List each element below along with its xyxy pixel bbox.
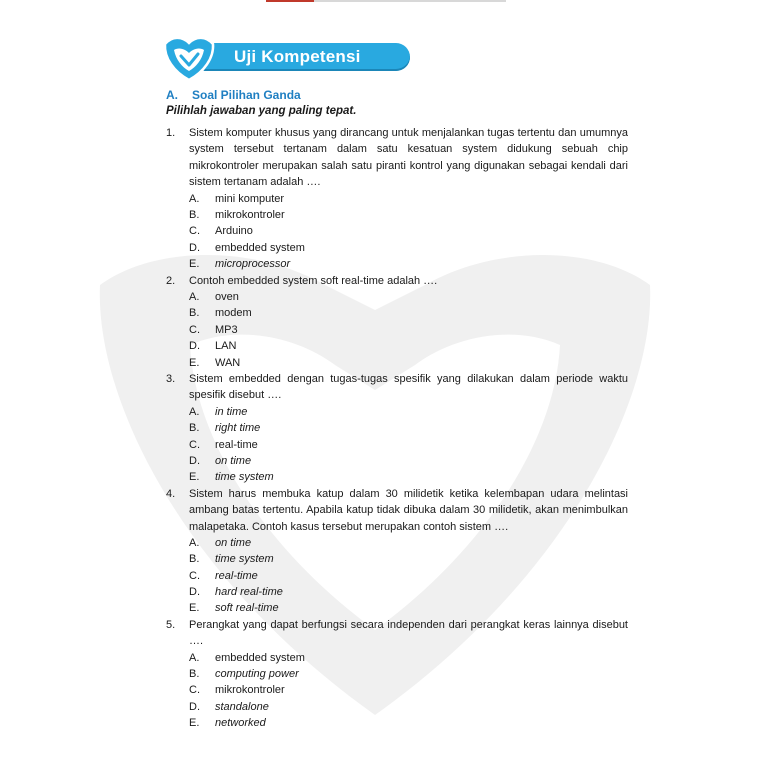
option-letter: D. xyxy=(189,340,200,353)
answer-option xyxy=(189,289,628,305)
option-text: mikrokontroler xyxy=(215,209,285,222)
question-text: Perangkat yang dapat berfungsi secara independen dari perangkat keras lainnya disebut …. xyxy=(189,618,628,648)
option-letter: B. xyxy=(189,209,200,222)
answer-option xyxy=(189,682,628,698)
question-text: Contoh embedded system soft real-time adalah …. xyxy=(189,274,438,287)
option-letter: C. xyxy=(189,569,200,582)
option-text: Arduino xyxy=(215,225,253,238)
option-text: oven xyxy=(215,290,239,303)
option-letter: B. xyxy=(189,422,200,435)
chapter-banner xyxy=(162,34,414,82)
option-list xyxy=(189,535,628,617)
option-letter: D. xyxy=(189,586,200,599)
option-text: soft real-time xyxy=(215,602,279,615)
answer-option xyxy=(189,420,628,436)
answer-option xyxy=(189,240,628,256)
option-list xyxy=(189,191,628,273)
option-text: mikrokontroler xyxy=(215,684,285,697)
option-letter: C. xyxy=(189,225,200,238)
option-text: on time xyxy=(215,536,252,549)
option-text: embedded system xyxy=(215,241,305,254)
question-item xyxy=(166,273,628,371)
exercise-content xyxy=(166,87,628,732)
option-letter: B. xyxy=(189,668,200,681)
answer-option xyxy=(189,584,628,600)
answer-option xyxy=(189,568,628,584)
option-text: mini komputer xyxy=(215,192,285,205)
top-rule xyxy=(266,0,506,2)
answer-option xyxy=(189,715,628,731)
answer-option xyxy=(189,535,628,551)
answer-option xyxy=(189,322,628,338)
answer-option xyxy=(189,191,628,207)
question-item xyxy=(166,617,628,732)
option-list xyxy=(189,289,628,371)
option-letter: E. xyxy=(189,471,200,484)
option-text: on time xyxy=(215,454,252,467)
answer-option xyxy=(189,453,628,469)
option-text: right time xyxy=(215,422,261,435)
option-letter: B. xyxy=(189,307,200,320)
book-logo-icon xyxy=(162,34,216,82)
option-text: microprocessor xyxy=(215,258,291,271)
option-text: standalone xyxy=(215,700,269,713)
answer-option xyxy=(189,650,628,666)
banner-title: Uji Kompetensi xyxy=(234,47,361,66)
question-text: Sistem komputer khusus yang dirancang untuk menjalankan tugas tertentu dan umumnya system tersebut tertanam dalam satu kesatuan system didukung sebuah chip mikrokontroler merupakan salah satu piranti kontrol yang digunakan sebagai kendali dari sistem tertanam adalah …. xyxy=(189,127,628,189)
option-text: networked xyxy=(215,717,266,730)
top-rule-accent xyxy=(266,0,314,2)
option-letter: C. xyxy=(189,684,200,697)
option-text: computing power xyxy=(215,668,299,681)
instruction-text: Pilihlah jawaban yang paling tepat. xyxy=(166,105,357,117)
answer-option xyxy=(189,256,628,272)
question-number: 4. xyxy=(166,487,176,500)
option-letter: A. xyxy=(189,290,200,303)
option-list xyxy=(189,404,628,486)
question-item xyxy=(166,125,628,273)
answer-option xyxy=(189,600,628,616)
answer-option xyxy=(189,551,628,567)
option-text: WAN xyxy=(215,356,241,369)
question-list xyxy=(166,125,628,732)
question-number: 1. xyxy=(166,127,176,139)
option-letter: A. xyxy=(189,651,200,664)
question-text: Sistem harus membuka katup dalam 30 milidetik ketika kelembapan udara melintasi ambang batas tertentu. Apabila katup tidak dibuka dalam 30 milidetik, akan menimbulkan malapetaka. Contoh kasus tersebut merupakan contoh sistem …. xyxy=(189,487,628,533)
answer-option xyxy=(189,666,628,682)
option-letter: B. xyxy=(189,553,200,566)
option-letter: E. xyxy=(189,258,200,271)
option-letter: A. xyxy=(189,405,200,418)
option-list xyxy=(189,650,628,732)
option-text: time system xyxy=(215,553,274,566)
section-heading xyxy=(166,87,628,103)
question-item xyxy=(166,486,628,617)
option-text: embedded system xyxy=(215,651,305,664)
question-number: 5. xyxy=(166,618,176,631)
answer-option xyxy=(189,437,628,453)
option-letter: E. xyxy=(189,602,200,615)
option-letter: E. xyxy=(189,356,200,369)
option-text: hard real-time xyxy=(215,586,283,599)
question-text: Sistem embedded dengan tugas-tugas spesifik yang dilakukan dalam periode waktu spesifik disebut …. xyxy=(189,372,628,402)
option-text: real-time xyxy=(215,569,258,582)
banner-bar xyxy=(202,43,410,71)
option-letter: D. xyxy=(189,700,200,713)
option-letter: C. xyxy=(189,438,200,451)
option-letter: C. xyxy=(189,323,200,336)
answer-option xyxy=(189,404,628,420)
question-item xyxy=(166,371,628,486)
option-letter: D. xyxy=(189,241,200,254)
answer-option xyxy=(189,469,628,485)
answer-option xyxy=(189,207,628,223)
question-number: 2. xyxy=(166,274,176,287)
option-text: time system xyxy=(215,471,274,484)
answer-option xyxy=(189,223,628,239)
option-text: MP3 xyxy=(215,323,238,336)
option-text: in time xyxy=(215,405,248,418)
answer-option xyxy=(189,699,628,715)
option-text: modem xyxy=(215,307,252,320)
option-text: real-time xyxy=(215,438,258,451)
answer-option xyxy=(189,338,628,354)
option-letter: E. xyxy=(189,717,200,730)
answer-option xyxy=(189,355,628,371)
option-letter: A. xyxy=(189,192,200,205)
section-title: Soal Pilihan Ganda xyxy=(192,88,301,102)
option-text: LAN xyxy=(215,340,237,353)
option-letter: A. xyxy=(189,536,200,549)
answer-option xyxy=(189,305,628,321)
section-letter: A. xyxy=(166,88,178,102)
question-number: 3. xyxy=(166,372,176,385)
option-letter: D. xyxy=(189,454,200,467)
